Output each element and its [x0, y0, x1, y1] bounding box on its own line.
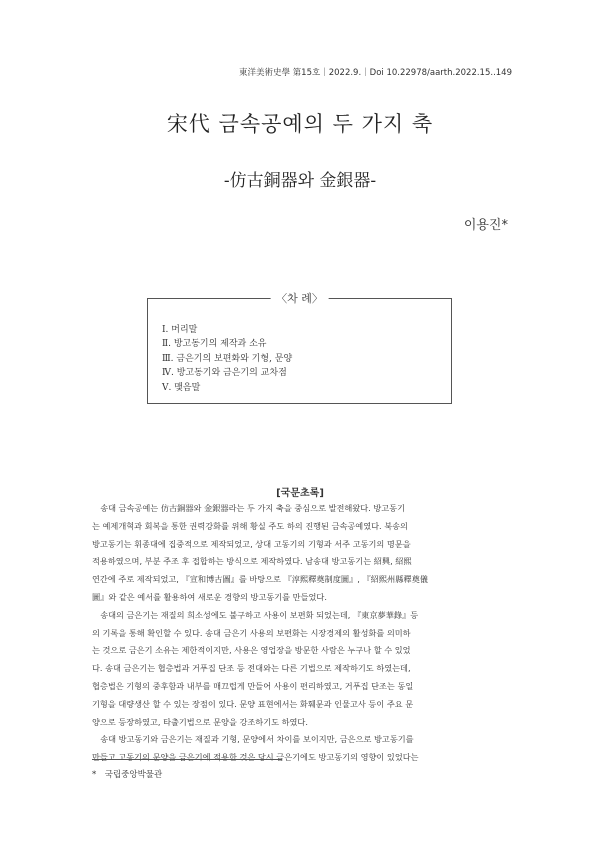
abstract-line: 연간에 주로 제작되었고, 『宣和博古圖』를 바탕으로 『淳熙釋奠制度圖』, 『紹熙州縣釋奠儀	[92, 574, 428, 585]
abstract-line: 양으로 등장하였고, 타출기법으로 문양을 강조하기도 하였다.	[92, 716, 308, 727]
footnote-divider	[92, 759, 282, 760]
toc-list	[162, 323, 292, 395]
abstract-line: 적용하였으며, 부분 주조 후 접합하는 방식으로 제작하였다. 남송대 방고동기는 紹興, 紹熙	[92, 556, 412, 567]
toc-item: Ⅱ. 방고동기의 제작과 소유	[162, 339, 267, 350]
author-name: 이용진*	[463, 218, 508, 233]
toc-item: Ⅳ. 방고동기와 금은기의 교차점	[162, 368, 287, 379]
abstract-line: 는 것으로 금은기 소유는 제한적이지만, 사용은 영업장을 방문한 사람은 누구나 할 수 있었	[92, 645, 411, 656]
running-header: 東洋美術史學 第15호｜2022.9.｜Doi 10.22978/aarth.2022.15..149	[238, 68, 512, 78]
toc-item: Ⅴ. 맺음말	[162, 382, 201, 393]
toc-item: Ⅲ. 금은기의 보편화와 기형, 문양	[162, 353, 293, 364]
abstract-line: 협층법은 기형의 중후함과 내부를 매끄럽게 만들어 사용이 편리하였고, 거푸집 단조는 동일	[92, 680, 414, 691]
abstract-line: 다. 송대 금은기는 협층법과 거푸집 단조 등 전대와는 다른 기법으로 제작하기도 하였는데,	[92, 663, 411, 674]
toc-item: Ⅰ. 머리말	[162, 325, 198, 335]
abstract-line: 방고동기는 휘종대에 집중적으로 제작되었고, 상대 고동기의 기형과 서주 고동기의 명문을	[92, 538, 411, 549]
abstract-line: 기형을 대량생산 할 수 있는 장점이 있다. 문양 표현에서는 화훼문과 인물고사 등이 주요 문	[92, 698, 414, 709]
paper-title: 宋代 금속공예의 두 가지 축	[166, 112, 434, 136]
table-of-contents	[147, 292, 452, 404]
abstract-line: 는 예제개혁과 회복을 통한 권력강화를 위해 황실 주도 하의 진행된 금속공예였다. 북송의	[92, 520, 408, 531]
paper-subtitle: -仿古銅器와 金銀器-	[223, 171, 377, 191]
abstract-line: 송대 방고동기와 금은기는 재질과 기형, 문양에서 차이를 보이지만, 금은으로 방고동기를	[92, 734, 414, 745]
abstract-heading: [국문초록]	[276, 488, 324, 499]
abstract-line: 송대 금속공예는 仿古銅器와 金銀器라는 두 가지 축을 중심으로 발전해왔다. 방고동기	[92, 503, 405, 513]
abstract-body	[92, 500, 506, 767]
toc-heading: 〈차 례〉	[270, 290, 329, 306]
abstract-line: 만들고 고동기의 문양을 금은기에 적용한 것은 당시 금은기에도 방고동기의 영향이 있었다는	[92, 752, 419, 763]
footnote: * 국립중앙박물관	[92, 770, 163, 780]
abstract-line: 송대의 금은기는 재질의 희소성에도 불구하고 사용이 보편화 되었는데, 『東京夢華錄』등	[92, 609, 419, 620]
abstract-line: 圖』와 같은 예서를 활용하여 새로운 경향의 방고동기를 만들었다.	[92, 591, 327, 602]
abstract-line: 의 기록을 통해 확인할 수 있다. 송대 금은기 사용의 보편화는 시장경제의 활성화를 의미하	[92, 627, 411, 638]
